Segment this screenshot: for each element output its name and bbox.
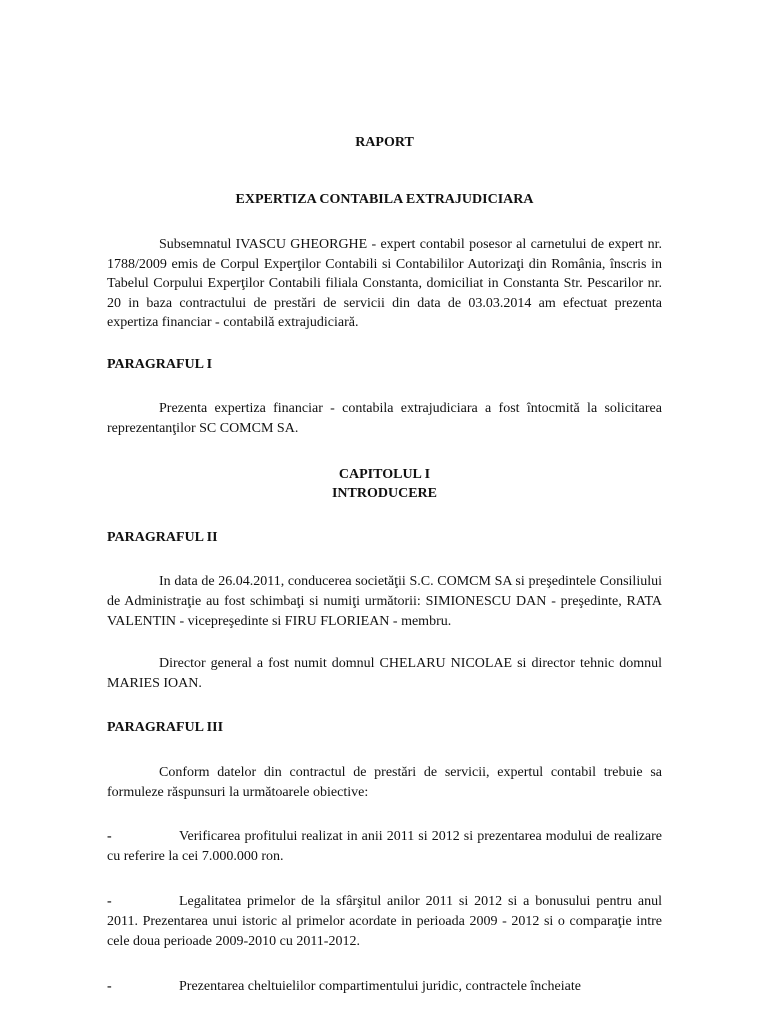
- bullet-dash: -: [107, 894, 112, 909]
- bullet-dash: -: [107, 829, 112, 844]
- paragraph-2-text-a: In data de 26.04.2011, conducerea societăţii S.C. COMCM SA si preşedintele Consiliului de Administraţie au fost schimbaţi si numiţi următorii: SIMIONESCU DAN - preşedinte, RATA VALENTIN - vicepreşedinte si FIRU FLORIEAN - membru.: [107, 574, 662, 629]
- document-subtitle: EXPERTIZA CONTABILA EXTRAJUDICIARA: [235, 192, 534, 207]
- chapter-1-title: CAPITOLUL I: [338, 467, 431, 482]
- intro-paragraph: Subsemnatul IVASCU GHEORGHE - expert contabil posesor al carnetului de expert nr. 1788/2009 emis de Corpul Experţilor Contabili si Contabililor Autorizaţi din România, înscris in Tabelul Corpului Experţilor Contabili filiala Constanta, domiciliat in Constanta Str. Pescarilor nr. 20 in baza contractului de prestări de servicii din data de 03.03.2014 am efectuat prezenta expertiza financiar - contabilă extrajudiciară.: [107, 237, 662, 330]
- document-title: RAPORT: [355, 135, 414, 150]
- bullet-dash: -: [107, 979, 112, 994]
- paragraph-1-text: Prezenta expertiza financiar - contabila extrajudiciara a fost întocmită la solicitarea reprezentanţilor SC COMCM SA.: [107, 401, 662, 436]
- objective-item: [107, 892, 662, 952]
- paragraph-2-heading: PARAGRAFUL II: [107, 530, 218, 545]
- objective-item: [107, 827, 662, 867]
- paragraph-2-text-b: Director general a fost numit domnul CHELARU NICOLAE si director tehnic domnul MARIES IOAN.: [107, 656, 662, 691]
- paragraph-3-heading: PARAGRAFUL III: [107, 720, 224, 735]
- paragraph-1-heading: PARAGRAFUL I: [107, 357, 213, 372]
- objective-text: Legalitatea primelor de la sfârşitul anilor 2011 si 2012 si a bonusului pentru anul 2011. Prezentarea unui istoric al primelor acordate in perioada 2009 - 2012 si o comparaţie intre cele doua perioade 2009-2010 cu 2011-2012.: [107, 894, 662, 949]
- paragraph-3-text: Conform datelor din contractul de prestări de servicii, expertul contabil trebuie sa formuleze răspunsuri la următoarele obiective:: [107, 765, 662, 800]
- objective-text: Verificarea profitului realizat in anii 2011 si 2012 si prezentarea modului de realizare cu referire la cei 7.000.000 ron.: [107, 829, 662, 864]
- chapter-1-subtitle: INTRODUCERE: [331, 486, 437, 501]
- objective-item: [107, 977, 662, 997]
- objective-text: Prezentarea cheltuielilor compartimentului juridic, contractele încheiate: [179, 979, 581, 994]
